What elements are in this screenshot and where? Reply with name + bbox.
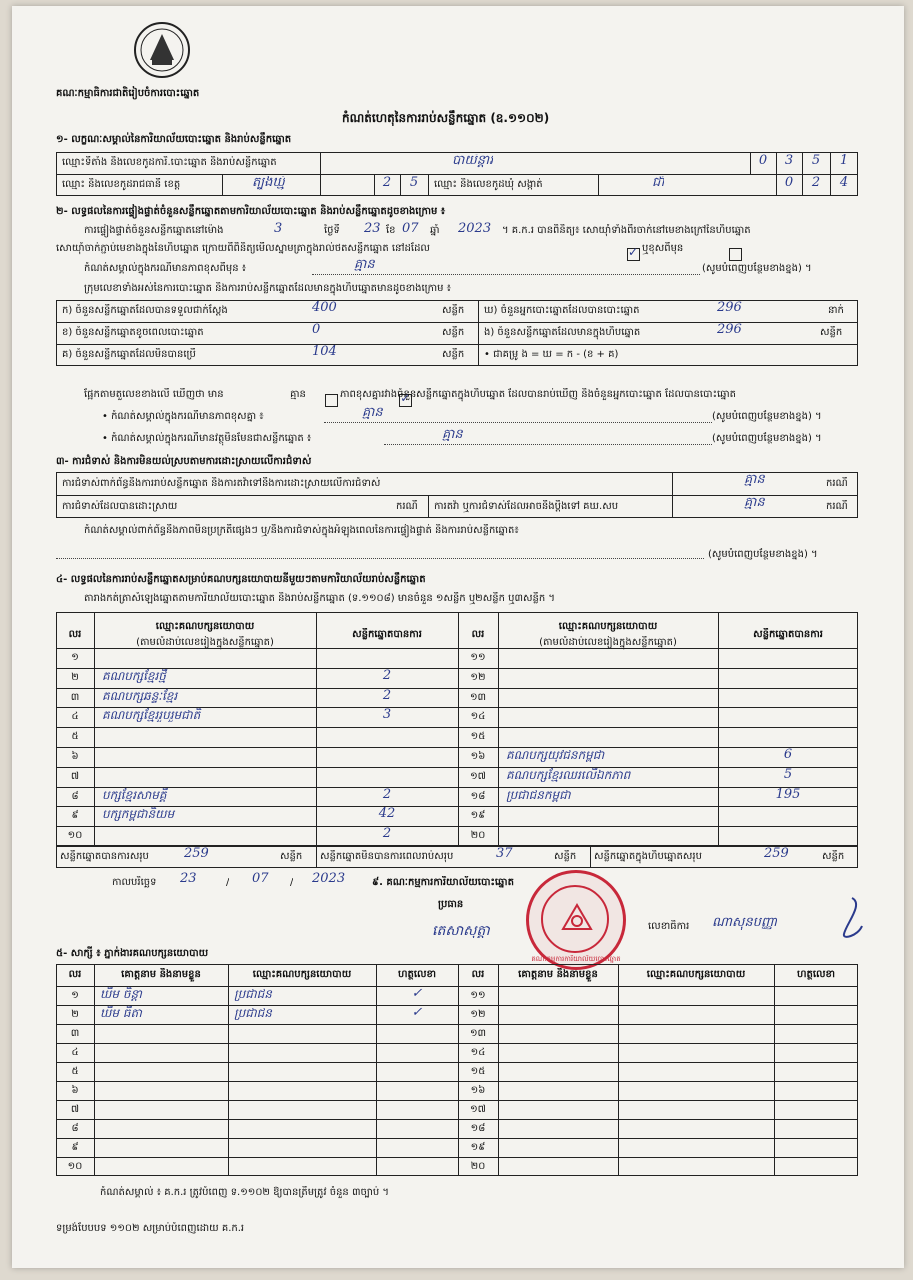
objection-appeal-value: គ្មាន <box>744 496 765 510</box>
row-number: ២០ <box>470 1161 486 1172</box>
polling-place-value: បាយ័ន្តាវ <box>452 154 494 168</box>
cases-unit: ករណី <box>826 478 848 489</box>
difference-note-value: គ្មាន <box>354 258 375 272</box>
row-number: ៥ <box>71 1066 79 1077</box>
section5-heading: ៥- សាក្សី ៖ ភ្នាក់ងារគណបក្សនយោបាយ <box>56 948 209 959</box>
label-commune: ឈ្មោះ និងលេខកូដឃុំ សង្កាត់ <box>434 179 543 190</box>
w-col-name-header: គោត្តនាម និងនាមខ្លួន <box>518 969 598 980</box>
total-box-label: សន្លឹកឆ្នោតក្នុងហិបឆ្នោតសរុប <box>594 851 702 862</box>
count-c-unit: សន្លឹក <box>442 349 465 360</box>
row-number: ១៣ <box>469 691 487 703</box>
table-row-divider <box>56 727 858 728</box>
party-votes: 2 <box>382 668 392 683</box>
w-col-sig-header: ហត្ថលេខា <box>397 969 437 980</box>
row-number: ៣ <box>70 691 80 703</box>
secretary-label: លេខាធិការ <box>648 921 690 932</box>
row-number: ៨ <box>71 1123 79 1134</box>
row-number: ១ <box>71 652 79 663</box>
row-number: ១២ <box>470 671 486 683</box>
party-votes: 2 <box>382 827 392 842</box>
col-party-header: ឈ្មោះគណបក្សនយោបាយ <box>155 621 255 632</box>
row-number: ១ <box>71 990 79 1001</box>
table-row-divider <box>56 1119 858 1120</box>
count-b-value: 0 <box>312 323 321 337</box>
total-invalid-label: សន្លឹកឆ្នោតមិនបានការពេលរាប់សរុប <box>320 851 454 862</box>
row-number: ៤ <box>71 711 79 723</box>
table-row-divider <box>56 1081 858 1082</box>
count-e-value: 296 <box>717 323 742 337</box>
row-number: ៨ <box>71 790 79 802</box>
row-number: ៥ <box>71 731 79 743</box>
count-c-value: 104 <box>312 345 337 359</box>
commune-code-digit: 2 <box>811 176 821 190</box>
table-row-divider <box>56 648 858 649</box>
fill-back-hint: (សូមបំពេញបន្ថែមខាងខ្នង) ។ <box>712 411 822 422</box>
document-sheet: គណៈកម្មាធិការជាតិរៀបចំការបោះឆ្នោត កំណត់ហេតុនៃការរាប់សន្លឹកឆ្នោត (ឧ.១១០២) ១- លក្ខណៈសម្គាល់នៃការិយាល័យបោះឆ្នោត និងរាប់សន្លឹកឆ្នោត ឈ្មោះទីតាំង និងលេខកូដការិ.បោះឆ្នោត និងរាប់សន្លឹកឆ្នោត បាយ័ន្តាវ 0 3 5 1 ឈ្មោះ និងលេខកូដរាជធានី ខេត្ត ត្បូងឃ្មុំ 2 5 ឈ្មោះ និងលេខកូដឃុំ សង្កាត់ ជាំ 0 2 4 ២- លទ្ធផលនៃការផ្ទៀងផ្ទាត់ចំនួនសន្លឹកឆ្នោតតាមការិយាល័យបោះឆ្នោត និងរាប់សន្លឹកឆ្នោតដូចខាងក្រោម ៖ ការផ្ទៀងផ្ទាត់ចំនួនសន្លឹកឆ្នោតនៅម៉ោង 3 ថ្ងៃទី 23 ខែ 07 ឆ្នាំ 2023 ។ គ.ក.រ បានពិនិត្យ៖ សោយ៉ាំទាំងពីរចាក់នៅមេខាងក្រៅនៃហិបឆ្នោត សោយ៉ាំចាក់ភ្ជាប់មេខាងក្នុងនៃហិបឆ្នោត ក្រោយពីពិនិត្យមើលស្នាមត្រាក្នុងរាល់ថតសន្លឹកឆ្នោត នៅដដែល ✓ ឬខុសពីមុន កំណត់សម្គាល់ក្នុងករណីមានភាពខុសពីមុន ៖ គ្មាន (សូមបំពេញបន្ថែមខាងខ្នង) ។ ក្រុមលេខាទាំងអស់នៃការបោះឆ្នោត និងការរាប់សន្លឹកឆ្នោតដែលមានក្នុងហិបឆ្នោតមានដូចខាងក្រោម ៖ ក) ចំនួនសន្លឹកឆ្នោតដែលបានទទួលជាក់ស្តែង 400 សន្លឹក ឃ) ចំនួនអ្នកបោះឆ្នោតដែលបានបោះឆ្នោត 296 នាក់ ខ) ចំនួនសន្លឹកឆ្នោតខូចពេលបោះឆ្នោត 0 សន្លឹក ង) ចំនួនសន្លឹកឆ្នោតដែលមានក្នុងហិបឆ្នោត 296 សន្លឹក គ) ចំនួនសន្លឹកឆ្នោតដែលមិនបានប្រើ 104 សន្លឹក • ជាគម្រូ ង = ឃ = ក - (ខ + គ) ផ្អែកតាមតួលេខខាងលើ ឃើញថា មាន គ្មាន ✓ ភាពខុសគ្នារវាងចំនួនសន្លឹកឆ្នោតក្នុងហិបឆ្នោត ដែលបានរាប់ឃើញ និងចំនួនអ្នកបោះឆ្នោត ដែលបានបោះឆ្នោត • កំណត់សម្គាល់ក្នុងករណីមានភាពខុសគ្នា ៖ គ្មាន (សូមបំពេញបន្ថែមខាងខ្នង) ។ • កំណត់សម្គាល់ក្នុងករណីមានវត្ថុមិនមែនជាសន្លឹកឆ្នោត ៖ គ្មាន (សូមបំពេញបន្ថែមខាងខ្នង) ។ ៣- ការជំទាស់ និងការមិនយល់ស្របតាមការដោះស្រាយលើការជំទាស់ ការជំទាស់ពាក់ព័ន្ធនឹងការរាប់សន្លឹកឆ្នោត និងការតវ៉ាទៅនឹងការដោះស្រាយលើការជំទាស់ គ្មាន ករណី ការជំទាស់ដែលបានដោះស្រាយ ករណី ការតវ៉ា ឬការជំទាស់ដែលអាចនឹងប្តឹងទៅ គឃ.សប គ្មាន ករណី កំណត់សម្គាល់ពាក់ព័ន្ធនឹងភាពមិនប្រក្រតីផ្សេងៗ ឬ/និងការជំទាស់ក្នុងអំឡុងពេលនៃការផ្ទៀងផ្ទាត់ និងការរាប់សន្លឹកឆ្នោត៖ (សូមបំពេញបន្ថែមខាងខ្នង) ។ ៤- លទ្ធផលនៃការរាប់សន្លឹកឆ្នោតសម្រាប់គណបក្សនយោបាយនីមួយៗតាមការិយាល័យរាប់សន្លឹកឆ្នោត តារាងកត់ត្រាសំឡេងឆ្នោតតាមការិយាល័យបោះឆ្នោត និងរាប់សន្លឹកឆ្នោត (ទ.១១០៨) មានចំនួន ១សន្លឹក ឬ២សន្លឹក ឬ៣សន្លឹក ។ លរ ឈ្មោះគណបក្សនយោបាយ (តាមលំដាប់លេខរៀងក្នុងសន្លឹកឆ្នោត) សន្លឹកឆ្នោតបានការ លរ ឈ្មោះគណបក្សនយោបាយ (តាមលំដាប់លេខរៀងក្នុងសន្លឹកឆ្នោត) សន្លឹកឆ្នោតបានការ សន្លឹកឆ្នោតបានការសរុប 259 សន្លឹក សន្លឹកឆ្នោតមិនបានការពេលរាប់សរុប 37 សន្លឹក សន្លឹកឆ្នោតក្នុងហិបឆ្នោតសរុប 259 សន្លឹក កាលបរិច្ឆេទ 23 / 07 / 2023 ៩. គណៈកម្មការការិយាល័យបោះឆ្នោត ប្រធាន តេសាសុត្តា លេខាធិការ ណាសុនបញ្ញា គណៈកម្មការការិយាល័យបោះឆ្នោត ៥- សាក្សី ៖ ភ្នាក់ងារគណបក្សនយោបាយ លរ គោត្តនាម និងនាមខ្លួន ឈ្មោះគណបក្សនយោបាយ ហត្ថលេខា លរ គោត្តនាម និងនាមខ្លួន ឈ្មោះគណបក្សនយោបាយ ហត្ថលេខា កំណត់សម្គាល់ ៖ គ.ក.រ ត្រូវបំពេញ ទ.១១០២ ឱ្យបានត្រឹមត្រូវ ចំនួន ៣ច្បាប់ ។ ទម្រង់បែបបទ ១១០២ សម្រាប់បំពេញដោយ គ.ក.រ ១ ១១ ២ គណបក្សខ្មែរ​ថ្មី 2 ១២ ៣ គណបក្សឆន្ទៈខ្មែរ 2 ១៣ ៤ គណបក្សខ្មែររួបរួមជាតិ 3 ១៤ ៥ ១៥ ៦ ១៦ គណបក្សយុវជនកម្ពុជា 6 ៧ ១៧ គណបក្សខ្មែរឈរលើឯកភាព 5 ៨ បក្សខ្មែរសាមគ្គី 2 ១៨ ប្រជាជនកម្ពុជា 195 ៩ បក្សកម្ពុជានិយម 42 ១៩ ១០ 2 ២០ ១ ឃឹម ចិន្តា ប្រជាជន ✓ ១១ ២ ឃឹម ធីតា ប្រជាជន ✓ ១២ ៣ ១៣ ៤ ១៤ ៥ ១៥ ៦ ១៦ ៧ ១៧ ៨ ១៨ ៩ ១៩ ១០ ២០ <box>12 6 904 1268</box>
province-code-digit: 5 <box>409 176 419 190</box>
irregularity-note: កំណត់សម្គាល់ពាក់ព័ន្ធនឹងភាពមិនប្រក្រតីផ្សេងៗ ឬ/និងការជំទាស់ក្នុងអំឡុងពេលនៃការផ្ទៀងផ្ទាត់ និងការរាប់សន្លឹកឆ្នោត៖ <box>84 525 519 536</box>
check-line-label: ផ្អែកតាមតួលេខខាងលើ ឃើញថា មាន <box>84 389 224 400</box>
objection-resolved-label: ការជំទាស់ដែលបានដោះស្រាយ <box>62 501 178 512</box>
row-number: ២០ <box>470 830 486 842</box>
row-number: ១៦ <box>470 1085 486 1096</box>
stamp-emblem-icon <box>557 899 597 939</box>
label-polling-place: ឈ្មោះទីតាំង និងលេខកូដការិ.បោះឆ្នោត និងរាប់សន្លឹកឆ្នោត <box>62 157 277 168</box>
row-number: ៩ <box>71 1142 79 1153</box>
total-valid-label: សន្លឹកឆ្នោតបានការសរុប <box>60 851 149 862</box>
page-title: កំណត់ហេតុនៃការរាប់សន្លឹកឆ្នោត (ឧ.១១០២) <box>342 111 550 125</box>
row-number: ១២ <box>470 1009 486 1020</box>
section1-heading: ១- លក្ខណៈសម្គាល់នៃការិយាល័យបោះឆ្នោត និងរាប់សន្លឹកឆ្នោត <box>56 134 292 145</box>
row-number: ១១ <box>470 652 486 663</box>
section2-heading: ២- លទ្ធផលនៃការផ្ទៀងផ្ទាត់ចំនួនសន្លឹកឆ្នោតតាមការិយាល័យបោះឆ្នោត និងរាប់សន្លឹកឆ្នោតដូចខាងក្រោម ៖ <box>56 206 446 217</box>
row-number: ៣ <box>70 1028 80 1039</box>
witness-signature: ✓ <box>411 1006 423 1020</box>
count-e-label: ង) ចំនួនសន្លឹកឆ្នោតដែលមានក្នុងហិបឆ្នោត <box>484 327 641 338</box>
verify-year-label: ឆ្នាំ <box>430 225 440 236</box>
tally-intro: តារាងកត់ត្រាសំឡេងឆ្នោតតាមការិយាល័យបោះឆ្នោត និងរាប់សន្លឹកឆ្នោត (ទ.១១០៨) មានចំនួន ១សន្លឹក ឬ២សន្លឹក ឬ៣សន្លឹក ។ <box>84 593 556 604</box>
party-name: គណបក្សខ្មែររួបរួមជាតិ <box>102 708 201 723</box>
w-col-name-header: គោត្តនាម និងនាមខ្លួន <box>121 969 201 980</box>
nec-emblem-icon <box>132 20 192 80</box>
verify-day: 23 <box>364 222 381 236</box>
count-a-label: ក) ចំនួនសន្លឹកឆ្នោតដែលបានទទួលជាក់ស្តែង <box>62 305 228 316</box>
commune-code-digit: 4 <box>839 176 849 190</box>
row-number: ៧ <box>70 770 80 782</box>
verify-text-2: សោយ៉ាំចាក់ភ្ជាប់មេខាងក្នុងនៃហិបឆ្នោត ក្រោយពីពិនិត្យមើលស្នាមត្រាក្នុងរាល់ថតសន្លឹកឆ្នោត នៅដដែល <box>56 243 430 254</box>
no-difference-label: គ្មាន <box>290 389 306 400</box>
objection-row1-value: គ្មាន <box>744 473 765 487</box>
verify-text: ។ គ.ក.រ បានពិនិត្យ៖ សោយ៉ាំទាំងពីរចាក់នៅមេខាងក្រៅនៃហិបឆ្នោត <box>502 225 751 236</box>
col-votes-header: សន្លឹកឆ្នោតបានការ <box>352 629 422 640</box>
date-month: 07 <box>252 872 269 886</box>
row-number: ៩ <box>71 810 79 822</box>
totals-row <box>56 846 858 868</box>
table-row-divider <box>56 1157 858 1158</box>
count-b-label: ខ) ចំនួនសន្លឹកឆ្នោតខូចពេលបោះឆ្នោត <box>62 327 204 338</box>
col-no-header: លរ <box>471 629 485 640</box>
table-row-divider <box>56 1100 858 1101</box>
bullet2-label: • កំណត់សម្គាល់ក្នុងករណីមានវត្ថុមិនមែនជាសន្លឹកឆ្នោត ៖ <box>102 433 312 444</box>
bullet2-value: គ្មាន <box>442 428 463 442</box>
row-number: ១៥ <box>470 1066 486 1077</box>
place-code-digit: 0 <box>758 154 768 168</box>
row-number: ១១ <box>470 990 486 1001</box>
row-number: ១៣ <box>469 1028 487 1039</box>
row-number: ៧ <box>70 1104 80 1115</box>
row-number: ១៦ <box>470 751 486 762</box>
secretary-signature: ណាសុនបញ្ញា <box>712 916 778 930</box>
difference-note-label: កំណត់សម្គាល់ក្នុងករណីមានភាពខុសពីមុន ៖ <box>84 263 247 274</box>
w-col-no-header: លរ <box>471 969 485 980</box>
place-code-digit: 3 <box>784 154 794 168</box>
table-row-divider <box>56 1024 858 1025</box>
row-number: ១៩ <box>470 810 486 822</box>
date-year: 2023 <box>312 872 346 886</box>
form-note: ទម្រង់បែបបទ ១១០២ សម្រាប់បំពេញដោយ គ.ក.រ <box>56 1223 245 1234</box>
place-code-digit: 5 <box>811 154 821 168</box>
fill-back-hint: (សូមបំពេញបន្ថែមខាងខ្នង) ។ <box>708 549 818 560</box>
fill-back-hint: (សូមបំពេញបន្ថែមខាងខ្នង) ។ <box>702 263 812 274</box>
verify-month: 07 <box>402 222 419 236</box>
verify-hour: 3 <box>274 222 283 236</box>
bullet1-label: • កំណត់សម្គាល់ក្នុងករណីមានភាពខុសគ្នា ៖ <box>102 411 264 422</box>
party-votes: 42 <box>378 807 396 822</box>
section3-heading: ៣- ការជំទាស់ និងការមិនយល់ស្របតាមការដោះស្រាយលើការជំទាស់ <box>56 456 312 467</box>
secretary-signature-mark-icon <box>838 896 868 940</box>
changed-label: ឬខុសពីមុន <box>642 243 684 254</box>
col-no-header: លរ <box>68 629 82 640</box>
row-number: ១៤ <box>470 711 486 723</box>
w-col-party-header: ឈ្មោះគណបក្សនយោបាយ <box>252 969 352 980</box>
date-label: កាលបរិច្ឆេទ <box>112 877 157 888</box>
chair-signature: តេសាសុត្តា <box>432 924 490 938</box>
official-stamp <box>526 870 626 970</box>
date-day: 23 <box>180 872 197 886</box>
count-d-label: ឃ) ចំនួនអ្នកបោះឆ្នោតដែលបានបោះឆ្នោត <box>484 305 640 316</box>
row-number: ៦ <box>71 751 79 762</box>
commune-code-digit: 0 <box>784 176 794 190</box>
check-line-text: ភាពខុសគ្នារវាងចំនួនសន្លឹកឆ្នោតក្នុងហិបឆ្នោត ដែលបានរាប់ឃើញ និងចំនួនអ្នកបោះឆ្នោត ដែលបានបោះឆ្នោត <box>340 389 737 400</box>
witness-name: ឃឹម ធីតា <box>100 1006 142 1020</box>
commune-value: ជាំ <box>652 176 665 190</box>
party-name: គណបក្សខ្មែរឈរលើឯកភាព <box>506 767 631 782</box>
verify-day-label: ថ្ងៃទី <box>324 225 340 236</box>
cases-unit: ករណី <box>826 501 848 512</box>
row-number: ១០ <box>67 1161 83 1172</box>
verify-time-label: ការផ្ទៀងផ្ទាត់ចំនួនសន្លឹកឆ្នោតនៅម៉ោង <box>84 225 224 236</box>
party-name: បក្សខ្មែរសាមគ្គី <box>102 787 167 802</box>
province-code-digit: 2 <box>382 176 392 190</box>
has-difference-checkbox[interactable] <box>325 394 338 407</box>
count-e-unit: សន្លឹក <box>820 327 843 338</box>
chair-label: ប្រធាន <box>438 899 464 910</box>
row-number: ១៧ <box>470 1104 486 1115</box>
total-valid-value: 259 <box>184 847 209 861</box>
row-number: ១៥ <box>470 731 486 743</box>
row-number: ១៩ <box>470 1142 486 1153</box>
objection-row1-label: ការជំទាស់ពាក់ព័ន្ធនឹងការរាប់សន្លឹកឆ្នោត និងការតវ៉ាទៅនឹងការដោះស្រាយលើការជំទាស់ <box>62 478 381 489</box>
row-number: ៤ <box>71 1047 79 1058</box>
count-a-unit: សន្លឹក <box>442 305 465 316</box>
party-votes: 5 <box>783 767 793 782</box>
party-votes: 2 <box>382 688 392 703</box>
col-votes-header: សន្លឹកឆ្នោតបានការ <box>753 629 823 640</box>
witness-name: ឃឹម ចិន្តា <box>100 987 142 1001</box>
table-row-divider <box>56 1043 858 1044</box>
label-province: ឈ្មោះ និងលេខកូដរាជធានី ខេត្ត <box>62 179 181 190</box>
total-invalid-value: 37 <box>496 847 513 861</box>
party-name: គណបក្សខ្មែរ​ថ្មី <box>102 668 166 683</box>
row-number: ១៨ <box>470 790 486 802</box>
count-d-unit: នាក់ <box>828 305 844 316</box>
w-col-sig-header: ហត្ថលេខា <box>796 969 836 980</box>
count-b-unit: សន្លឹក <box>442 327 465 338</box>
row-number: ៦ <box>71 1085 79 1096</box>
witness-party: ប្រជាជន <box>234 987 272 1001</box>
row-number: ២ <box>71 1009 79 1020</box>
unit: សន្លឹក <box>280 851 303 862</box>
witness-party: ប្រជាជន <box>234 1006 272 1020</box>
changed-checkbox[interactable] <box>729 248 742 261</box>
party-votes: 3 <box>382 708 392 723</box>
cases-unit: ករណី <box>396 501 418 512</box>
table-row-divider <box>56 1062 858 1063</box>
total-box-value: 259 <box>764 847 789 861</box>
row-number: ២ <box>71 671 79 683</box>
row-number: ១៤ <box>470 1047 486 1058</box>
count-a-value: 400 <box>312 301 337 315</box>
col-party-subheader: (តាមលំដាប់លេខរៀងក្នុងសន្លឹកឆ្នោត) <box>539 637 677 648</box>
result-intro: ក្រុមលេខាទាំងអស់នៃការបោះឆ្នោត និងការរាប់សន្លឹកឆ្នោតដែលមានក្នុងហិបឆ្នោតមានដូចខាងក្រោម ៖ <box>84 283 452 294</box>
witness-signature: ✓ <box>411 987 423 1001</box>
party-name: គណបក្សយុវជនកម្ពុជា <box>506 748 605 762</box>
committee-name: គណៈកម្មាធិការជាតិរៀបចំការបោះឆ្នោត <box>56 88 200 99</box>
formula-label: • ជាគម្រូ ង = ឃ = ក - (ខ + គ) <box>484 349 619 360</box>
stamp-text: គណៈកម្មការការិយាល័យបោះឆ្នោត <box>531 955 621 963</box>
party-name: គណបក្សឆន្ទៈខ្មែរ <box>102 688 178 703</box>
row-number: ១៧ <box>470 770 486 782</box>
fill-back-hint: (សូមបំពេញបន្ថែមខាងខ្នង) ។ <box>712 433 822 444</box>
count-c-label: គ) ចំនួនសន្លឹកឆ្នោតដែលមិនបានប្រើ <box>62 349 196 360</box>
verify-year: 2023 <box>458 222 492 236</box>
party-name: ប្រជាជនកម្ពុជា <box>506 787 571 802</box>
party-votes: 195 <box>775 787 801 802</box>
place-code-digit: 1 <box>839 154 849 168</box>
footnote: កំណត់សម្គាល់ ៖ គ.ក.រ ត្រូវបំពេញ ទ.១១០២ ឱ្យបានត្រឹមត្រូវ ចំនួន ៣ច្បាប់ ។ <box>100 1187 389 1198</box>
objection-appeal-label: ការតវ៉ា ឬការជំទាស់ដែលអាចនឹងប្តឹងទៅ គឃ.សប <box>434 501 619 512</box>
verify-month-label: ខែ <box>386 225 396 236</box>
table-row-divider <box>56 1138 858 1139</box>
unit: សន្លឹក <box>822 851 845 862</box>
bullet1-value: គ្មាន <box>362 406 383 420</box>
row-number: ១៨ <box>470 1123 486 1134</box>
party-votes: 6 <box>783 748 793 762</box>
party-votes: 2 <box>382 787 392 802</box>
row-number: ១០ <box>67 830 83 842</box>
unit: សន្លឹក <box>554 851 577 862</box>
w-col-no-header: លរ <box>68 969 82 980</box>
province-value: ត្បូងឃ្មុំ <box>252 176 285 190</box>
col-party-header: ឈ្មោះគណបក្សនយោបាយ <box>558 621 658 632</box>
w-col-party-header: ឈ្មោះគណបក្សនយោបាយ <box>646 969 746 980</box>
unchanged-checkbox[interactable] <box>627 248 640 261</box>
section4-heading: ៤- លទ្ធផលនៃការរាប់សន្លឹកឆ្នោតសម្រាប់គណបក្សនយោបាយនីមួយៗតាមការិយាល័យរាប់សន្លឹកឆ្នោត <box>56 574 426 585</box>
col-party-subheader: (តាមលំដាប់លេខរៀងក្នុងសន្លឹកឆ្នោត) <box>136 637 274 648</box>
party-name: បក្សកម្ពុជានិយម <box>102 807 175 822</box>
count-d-value: 296 <box>717 301 742 315</box>
committee-label: ៩. គណៈកម្មការការិយាល័យបោះឆ្នោត <box>372 877 514 888</box>
